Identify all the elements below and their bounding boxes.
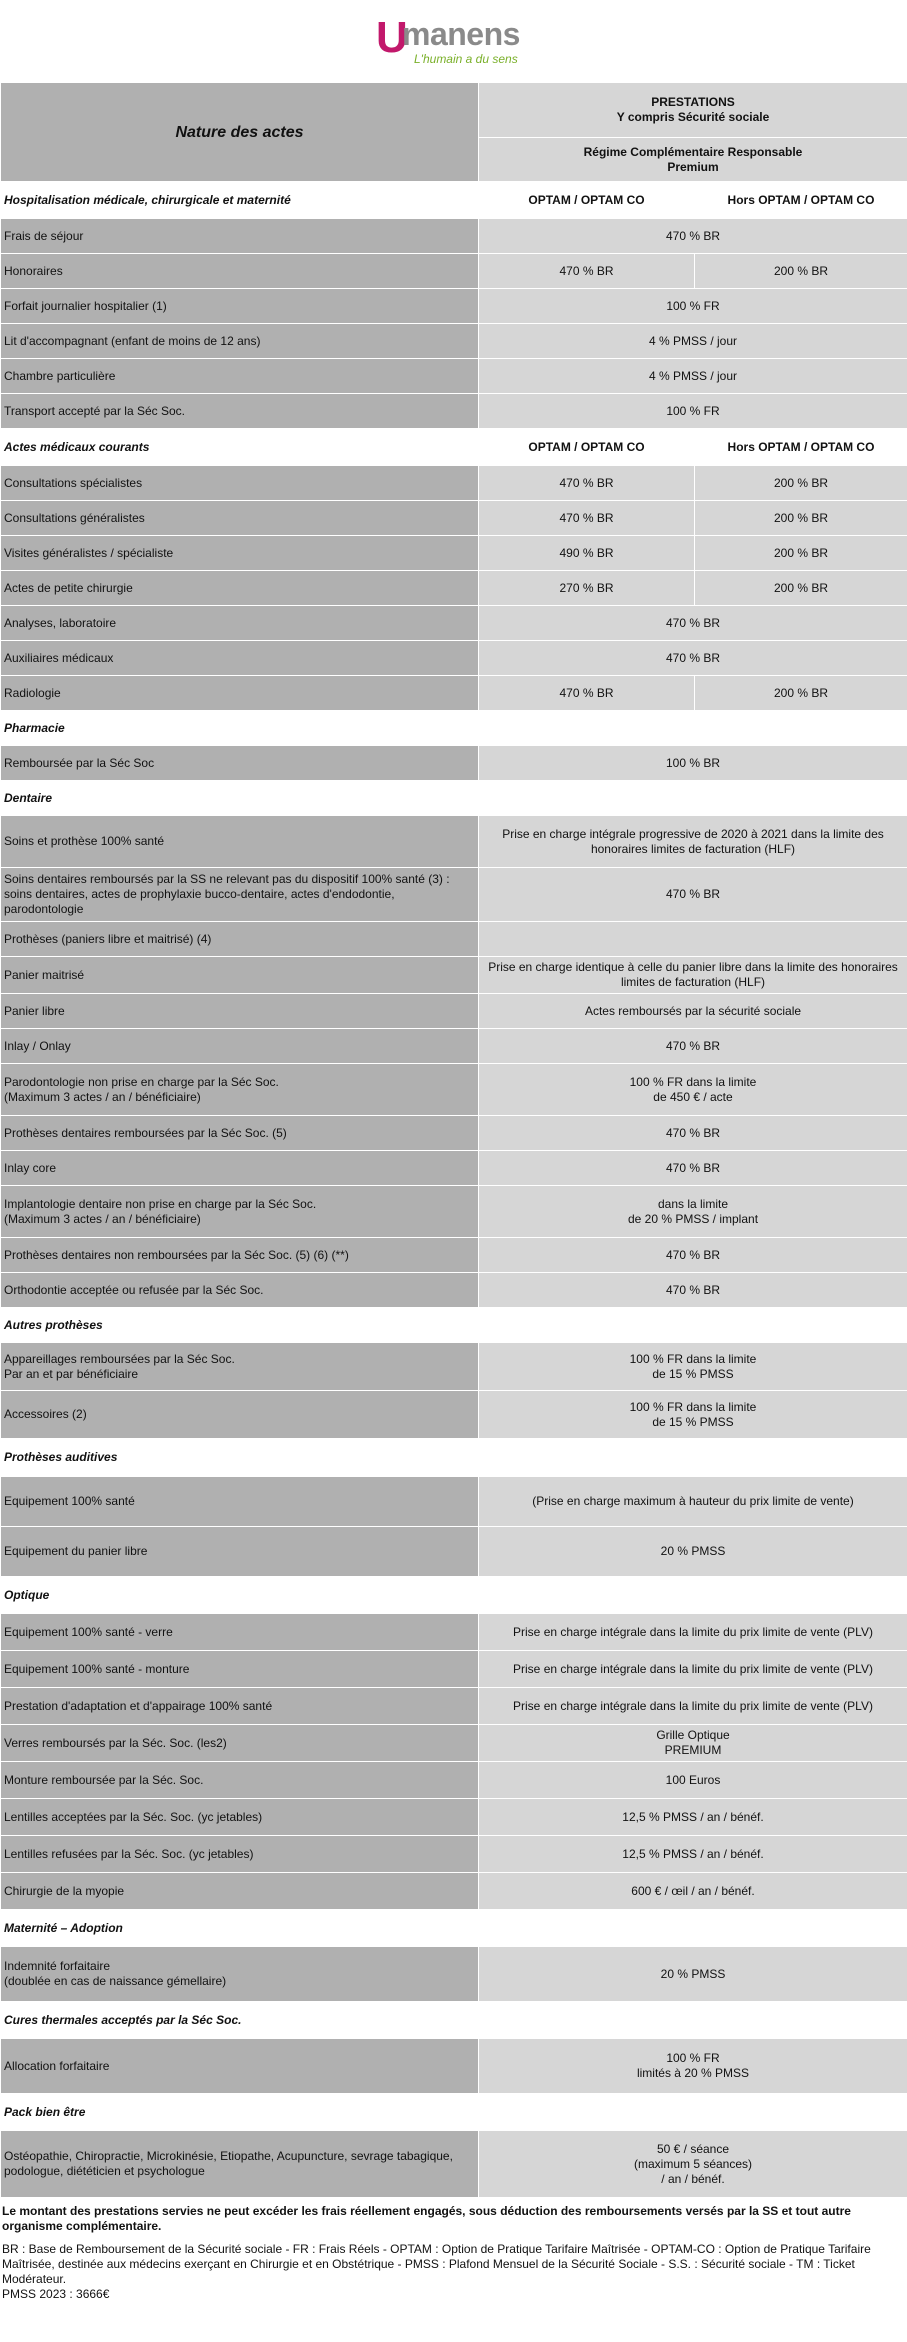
row-label: Actes de petite chirurgie — [1, 571, 479, 606]
row-label: Chambre particulière — [1, 359, 479, 394]
row-label: Consultations spécialistes — [1, 466, 479, 501]
row-label: Parodontologie non prise en charge par la Séc Soc. (Maximum 3 actes / an / bénéficiaire) — [1, 1064, 479, 1116]
row-value — [479, 922, 907, 957]
row-value: Prise en charge identique à celle du panier libre dans la limite des honoraires limites de facturation (HLF) — [479, 957, 907, 994]
section-cures-thermales: Cures thermales acceptés par la Séc Soc. — [1, 2002, 907, 2039]
row-value-hors-optam: 200 % BR — [695, 466, 907, 501]
row-value: 100 % FR limités à 20 % PMSS — [479, 2039, 907, 2094]
row-label: Prothèses dentaires non remboursées par la Séc Soc. (5) (6) (**) — [1, 1238, 479, 1273]
row-label: Inlay / Onlay — [1, 1029, 479, 1064]
row-label: Equipement 100% santé - verre — [1, 1614, 479, 1651]
header-logo-area — [0, 0, 907, 82]
col-hors-optam: Hors OPTAM / OPTAM CO — [695, 429, 907, 466]
col-hors-optam: Hors OPTAM / OPTAM CO — [695, 182, 907, 219]
row-label: Appareillages remboursées par la Séc Soc. Par an et par bénéficiaire — [1, 1343, 479, 1391]
row-value: Prise en charge intégrale dans la limite du prix limite de vente (PLV) — [479, 1651, 907, 1688]
row-label: Chirurgie de la myopie — [1, 1873, 479, 1910]
row-value: 20 % PMSS — [479, 1947, 907, 2002]
row-label: Verres remboursés par la Séc. Soc. (les2) — [1, 1725, 479, 1762]
row-value-hors-optam: 200 % BR — [695, 254, 907, 289]
row-value: 100 % FR dans la limite de 450 € / acte — [479, 1064, 907, 1116]
section-dentaire: Dentaire — [1, 781, 907, 816]
row-label: Prothèses dentaires remboursées par la Séc Soc. (5) — [1, 1116, 479, 1151]
row-value: 4 % PMSS / jour — [479, 324, 907, 359]
row-label: Panier maitrisé — [1, 957, 479, 994]
row-label: Accessoires (2) — [1, 1391, 479, 1439]
section-pharmacie: Pharmacie — [1, 711, 907, 746]
col-optam: OPTAM / OPTAM CO — [479, 429, 695, 466]
row-label: Radiologie — [1, 676, 479, 711]
row-label: Remboursée par la Séc Soc — [1, 746, 479, 781]
row-value: 470 % BR — [479, 1273, 907, 1308]
row-value: 470 % BR — [479, 868, 907, 922]
row-label: Auxiliaires médicaux — [1, 641, 479, 676]
prestations-header: PRESTATIONS Y compris Sécurité sociale — [479, 83, 907, 138]
row-label: Implantologie dentaire non prise en charge par la Séc Soc. (Maximum 3 actes / an / bénéficiaire) — [1, 1186, 479, 1238]
section-hospitalisation: Hospitalisation médicale, chirurgicale et maternité — [1, 182, 479, 219]
row-label: Panier libre — [1, 994, 479, 1029]
row-value: 470 % BR — [479, 641, 907, 676]
row-label: Consultations généralistes — [1, 501, 479, 536]
row-value-optam: 490 % BR — [479, 536, 695, 571]
row-label: Lit d'accompagnant (enfant de moins de 12 ans) — [1, 324, 479, 359]
row-value-optam: 470 % BR — [479, 466, 695, 501]
row-value: 470 % BR — [479, 219, 907, 254]
logo-tagline: L'humain a du sens — [414, 52, 518, 66]
row-label: Equipement du panier libre — [1, 1527, 479, 1577]
row-value: 100 % FR dans la limite de 15 % PMSS — [479, 1343, 907, 1391]
row-value: Prise en charge intégrale dans la limite du prix limite de vente (PLV) — [479, 1614, 907, 1651]
row-value: 470 % BR — [479, 1116, 907, 1151]
row-value: Prise en charge intégrale progressive de 2020 à 2021 dans la limite des honoraires limites de facturation (HLF) — [479, 816, 907, 868]
row-value: 100 % FR — [479, 289, 907, 324]
row-label: Lentilles acceptées par la Séc. Soc. (yc jetables) — [1, 1799, 479, 1836]
row-value: 600 € / œil / an / bénéf. — [479, 1873, 907, 1910]
col-optam: OPTAM / OPTAM CO — [479, 182, 695, 219]
row-value-hors-optam: 200 % BR — [695, 501, 907, 536]
row-value: 50 € / séance (maximum 5 séances) / an / bénéf. — [479, 2131, 907, 2198]
row-label: Analyses, laboratoire — [1, 606, 479, 641]
row-value: Grille Optique PREMIUM — [479, 1725, 907, 1762]
row-label: Visites généralistes / spécialiste — [1, 536, 479, 571]
row-label: Indemnité forfaitaire (doublée en cas de naissance gémellaire) — [1, 1947, 479, 2002]
row-label: Prothèses (paniers libre et maitrisé) (4) — [1, 922, 479, 957]
row-value: 100 % BR — [479, 746, 907, 781]
row-label: Soins dentaires remboursés par la SS ne relevant pas du dispositif 100% santé (3) : soins dentaires, actes de prophylaxie bucco-dentaire, actes d'endodontie, parodontologie — [1, 868, 479, 922]
row-value-hors-optam: 200 % BR — [695, 536, 907, 571]
section-pack-bien-etre: Pack bien être — [1, 2094, 907, 2131]
row-label: Orthodontie acceptée ou refusée par la Séc Soc. — [1, 1273, 479, 1308]
row-label: Equipement 100% santé — [1, 1477, 479, 1527]
row-label: Equipement 100% santé - monture — [1, 1651, 479, 1688]
row-label: Forfait journalier hospitalier (1) — [1, 289, 479, 324]
row-value: Actes remboursés par la sécurité sociale — [479, 994, 907, 1029]
row-label: Ostéopathie, Chiropractie, Microkinésie, Etiopathe, Acupuncture, sevrage tabagique, podologue, diététicien et psychologue — [1, 2131, 479, 2198]
row-value: 470 % BR — [479, 1029, 907, 1064]
row-label: Prestation d'adaptation et d'appairage 100% santé — [1, 1688, 479, 1725]
logo-letter: U — [376, 13, 408, 62]
row-label: Frais de séjour — [1, 219, 479, 254]
section-maternite: Maternité – Adoption — [1, 1910, 907, 1947]
regime-header: Régime Complémentaire Responsable Premium — [479, 138, 907, 182]
logo-word: manens — [402, 16, 520, 52]
row-label: Allocation forfaitaire — [1, 2039, 479, 2094]
row-label: Lentilles refusées par la Séc. Soc. (yc jetables) — [1, 1836, 479, 1873]
row-value: 12,5 % PMSS / an / bénéf. — [479, 1836, 907, 1873]
row-value: 470 % BR — [479, 1151, 907, 1186]
row-value-optam: 270 % BR — [479, 571, 695, 606]
row-value-hors-optam: 200 % BR — [695, 571, 907, 606]
row-value: 470 % BR — [479, 1238, 907, 1273]
row-value: dans la limite de 20 % PMSS / implant — [479, 1186, 907, 1238]
row-value: 12,5 % PMSS / an / bénéf. — [479, 1799, 907, 1836]
row-value: 100 Euros — [479, 1762, 907, 1799]
footer-pmss: PMSS 2023 : 3666€ — [2, 2287, 110, 2301]
row-value: 4 % PMSS / jour — [479, 359, 907, 394]
row-value-optam: 470 % BR — [479, 254, 695, 289]
row-value-hors-optam: 200 % BR — [695, 676, 907, 711]
row-value-optam: 470 % BR — [479, 676, 695, 711]
section-actes-medicaux: Actes médicaux courants — [1, 429, 479, 466]
row-label: Transport accepté par la Séc Soc. — [1, 394, 479, 429]
row-label: Honoraires — [1, 254, 479, 289]
footer-glossary: BR : Base de Remboursement de la Sécurité sociale - FR : Frais Réels - OPTAM : Option de Pratique Tarifaire Maîtrisée - OPTAM-CO : Option de Pratique Tarifaire Maîtrisée, destinée aux médecins exerçant en Chirurgie et en Obstétrique - PMSS : Plafond Mensuel de la Sécurité Sociale - S.S. : Sécurité sociale - TM : Ticket Modérateur. — [2, 2242, 871, 2286]
footer-notice: Le montant des prestations servies ne peut excéder les frais réellement engagés, sous déduction des remboursements versés par la SS et tout autre organisme complémentaire. — [2, 2204, 851, 2233]
row-value-optam: 470 % BR — [479, 501, 695, 536]
row-value: (Prise en charge maximum à hauteur du prix limite de vente) — [479, 1477, 907, 1527]
row-value: 20 % PMSS — [479, 1527, 907, 1577]
row-label: Inlay core — [1, 1151, 479, 1186]
row-value: 100 % FR dans la limite de 15 % PMSS — [479, 1391, 907, 1439]
section-autres-protheses: Autres prothèses — [1, 1308, 907, 1343]
umanens-logo — [376, 13, 546, 66]
row-value: Prise en charge intégrale dans la limite du prix limite de vente (PLV) — [479, 1688, 907, 1725]
guarantees-table — [0, 82, 907, 2198]
row-value: 100 % FR — [479, 394, 907, 429]
row-value: 470 % BR — [479, 606, 907, 641]
row-label: Monture remboursée par la Séc. Soc. — [1, 1762, 479, 1799]
section-optique: Optique — [1, 1577, 907, 1614]
nature-des-actes-header: Nature des actes — [1, 83, 479, 182]
row-label: Soins et prothèse 100% santé — [1, 816, 479, 868]
footer-notes — [0, 2204, 907, 2302]
section-protheses-auditives: Prothèses auditives — [1, 1439, 907, 1477]
